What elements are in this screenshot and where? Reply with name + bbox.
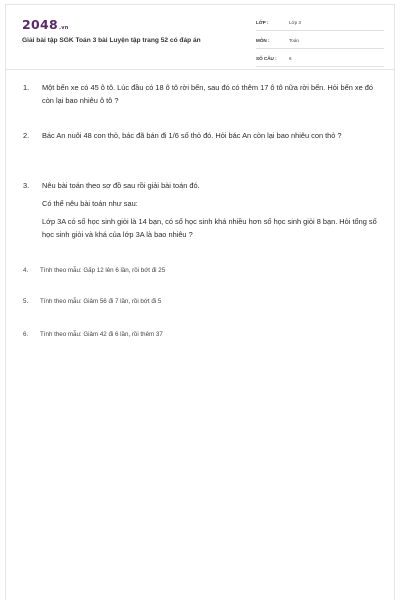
question-3	[23, 179, 385, 241]
meta-value-count: 6	[289, 56, 292, 61]
meta-label-subject: MÔN :	[256, 38, 270, 43]
meta-label-count: SỐ CÂU :	[256, 56, 277, 61]
question-1	[23, 81, 385, 107]
question-6	[23, 330, 385, 340]
question-5	[23, 297, 385, 307]
question-number: 5.	[23, 298, 29, 305]
question-4	[23, 266, 385, 276]
question-text: Tính theo mẫu: Gấp 12 lên 6 lần, rồi bớt đi 25	[40, 267, 166, 274]
question-number: 3.	[23, 181, 30, 190]
logo-text: 2048	[22, 17, 58, 32]
question-number: 2.	[23, 131, 30, 140]
site-logo[interactable]	[22, 17, 69, 32]
question-text: Tính theo mẫu: Giảm 42 đi 6 lần, rồi thêm 37	[40, 331, 163, 338]
logo-suffix: .vn	[59, 25, 69, 31]
meta-row-grade	[256, 18, 384, 31]
meta-value-grade: Lớp 3	[289, 20, 301, 25]
meta-label-grade: LỚP :	[256, 20, 269, 25]
question-text: Một bến xe có 45 ô tô. Lúc đầu có 18 ô tô rời bến, sau đó có thêm 17 ô tô nữa rời bến. Hỏi bến xe đó còn lại bao nhiêu ô tô ?	[42, 83, 374, 105]
meta-value-subject: Toán	[289, 38, 299, 43]
question-number: 1.	[23, 83, 30, 92]
question-detail: Lớp 3A có số học sinh giỏi là 14 bạn, có số học sinh khá nhiều hơn số học sinh giỏi 8 bạn. Hỏi tổng số học sinh giỏi và khá của lớp 3A là bao nhiêu ?	[42, 217, 377, 239]
document-title: Giải bài tập SGK Toán 3 bài Luyện tập trang 52 có đáp án	[22, 37, 201, 44]
document-header	[6, 5, 394, 70]
question-text: Nêu bài toán theo sơ đồ sau rồi giải bài toán đó.	[42, 181, 200, 190]
meta-row-subject	[256, 36, 384, 49]
question-number: 4.	[23, 267, 29, 274]
document-page	[5, 4, 395, 600]
question-number: 6.	[23, 331, 29, 338]
question-subtitle: Có thể nêu bài toán như sau:	[42, 199, 138, 208]
document-meta	[256, 18, 384, 72]
question-text: Bác An nuôi 48 con thỏ, bác đã bán đi 1/6 số thỏ đó. Hỏi bác An còn lại bao nhiêu con thỏ ?	[42, 131, 342, 140]
meta-row-count	[256, 54, 384, 67]
question-2	[23, 129, 385, 142]
question-text: Tính theo mẫu: Giảm 56 đi 7 lần, rồi bớt đi 5	[40, 298, 162, 305]
